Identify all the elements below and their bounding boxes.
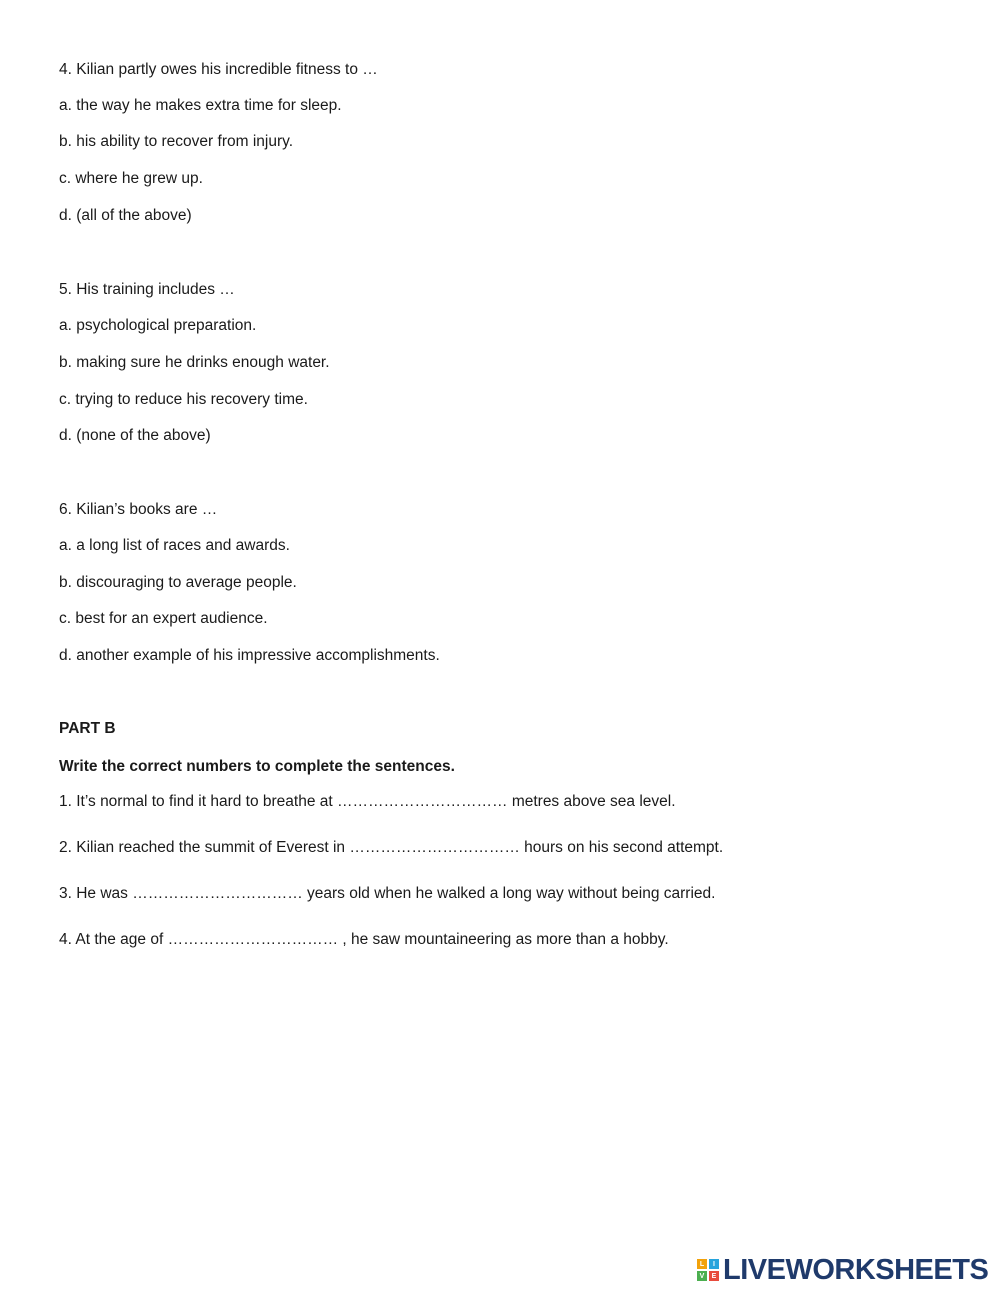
logo-block-l: L <box>697 1259 707 1269</box>
question-4-stem: 4. Kilian partly owes his incredible fitness to … <box>59 61 378 78</box>
liveworksheets-logo <box>697 1254 988 1286</box>
part-b-sentence-2: 2. Kilian reached the summit of Everest in …………………………… hours on his second attempt. <box>59 839 724 856</box>
logo-block-e: E <box>709 1271 719 1281</box>
question-4-option-a: a. the way he makes extra time for sleep. <box>59 97 342 114</box>
part-b-sentence-4: 4. At the age of …………………………… , he saw mountaineering as more than a hobby. <box>59 931 669 948</box>
question-6-option-b: b. discouraging to average people. <box>59 574 297 591</box>
question-5-stem: 5. His training includes … <box>59 281 235 298</box>
part-b-sentence-3: 3. He was …………………………… years old when he walked a long way without being carried. <box>59 885 716 902</box>
question-5-option-c: c. trying to reduce his recovery time. <box>59 391 308 408</box>
part-b-sentence-1: 1. It’s normal to find it hard to breathe at …………………………… metres above sea level. <box>59 793 676 810</box>
question-6-stem: 6. Kilian’s books are … <box>59 501 218 518</box>
question-5-option-d: d. (none of the above) <box>59 427 211 444</box>
logo-block-v: V <box>697 1271 707 1281</box>
logo-block-i: I <box>709 1259 719 1269</box>
question-4-option-d: d. (all of the above) <box>59 207 192 224</box>
question-5-option-a: a. psychological preparation. <box>59 317 257 334</box>
logo-text: LIVEWORKSHEETS <box>723 1253 989 1286</box>
question-6-option-d: d. another example of his impressive accomplishments. <box>59 647 440 664</box>
question-5-option-b: b. making sure he drinks enough water. <box>59 354 330 371</box>
question-4-option-b: b. his ability to recover from injury. <box>59 133 294 150</box>
question-6-option-a: a. a long list of races and awards. <box>59 537 290 554</box>
logo-blocks-icon <box>697 1259 719 1281</box>
question-6-option-c: c. best for an expert audience. <box>59 610 268 627</box>
question-4-option-c: c. where he grew up. <box>59 170 203 187</box>
part-b-heading: PART B <box>59 720 116 737</box>
part-b-instruction: Write the correct numbers to complete the sentences. <box>59 758 455 775</box>
